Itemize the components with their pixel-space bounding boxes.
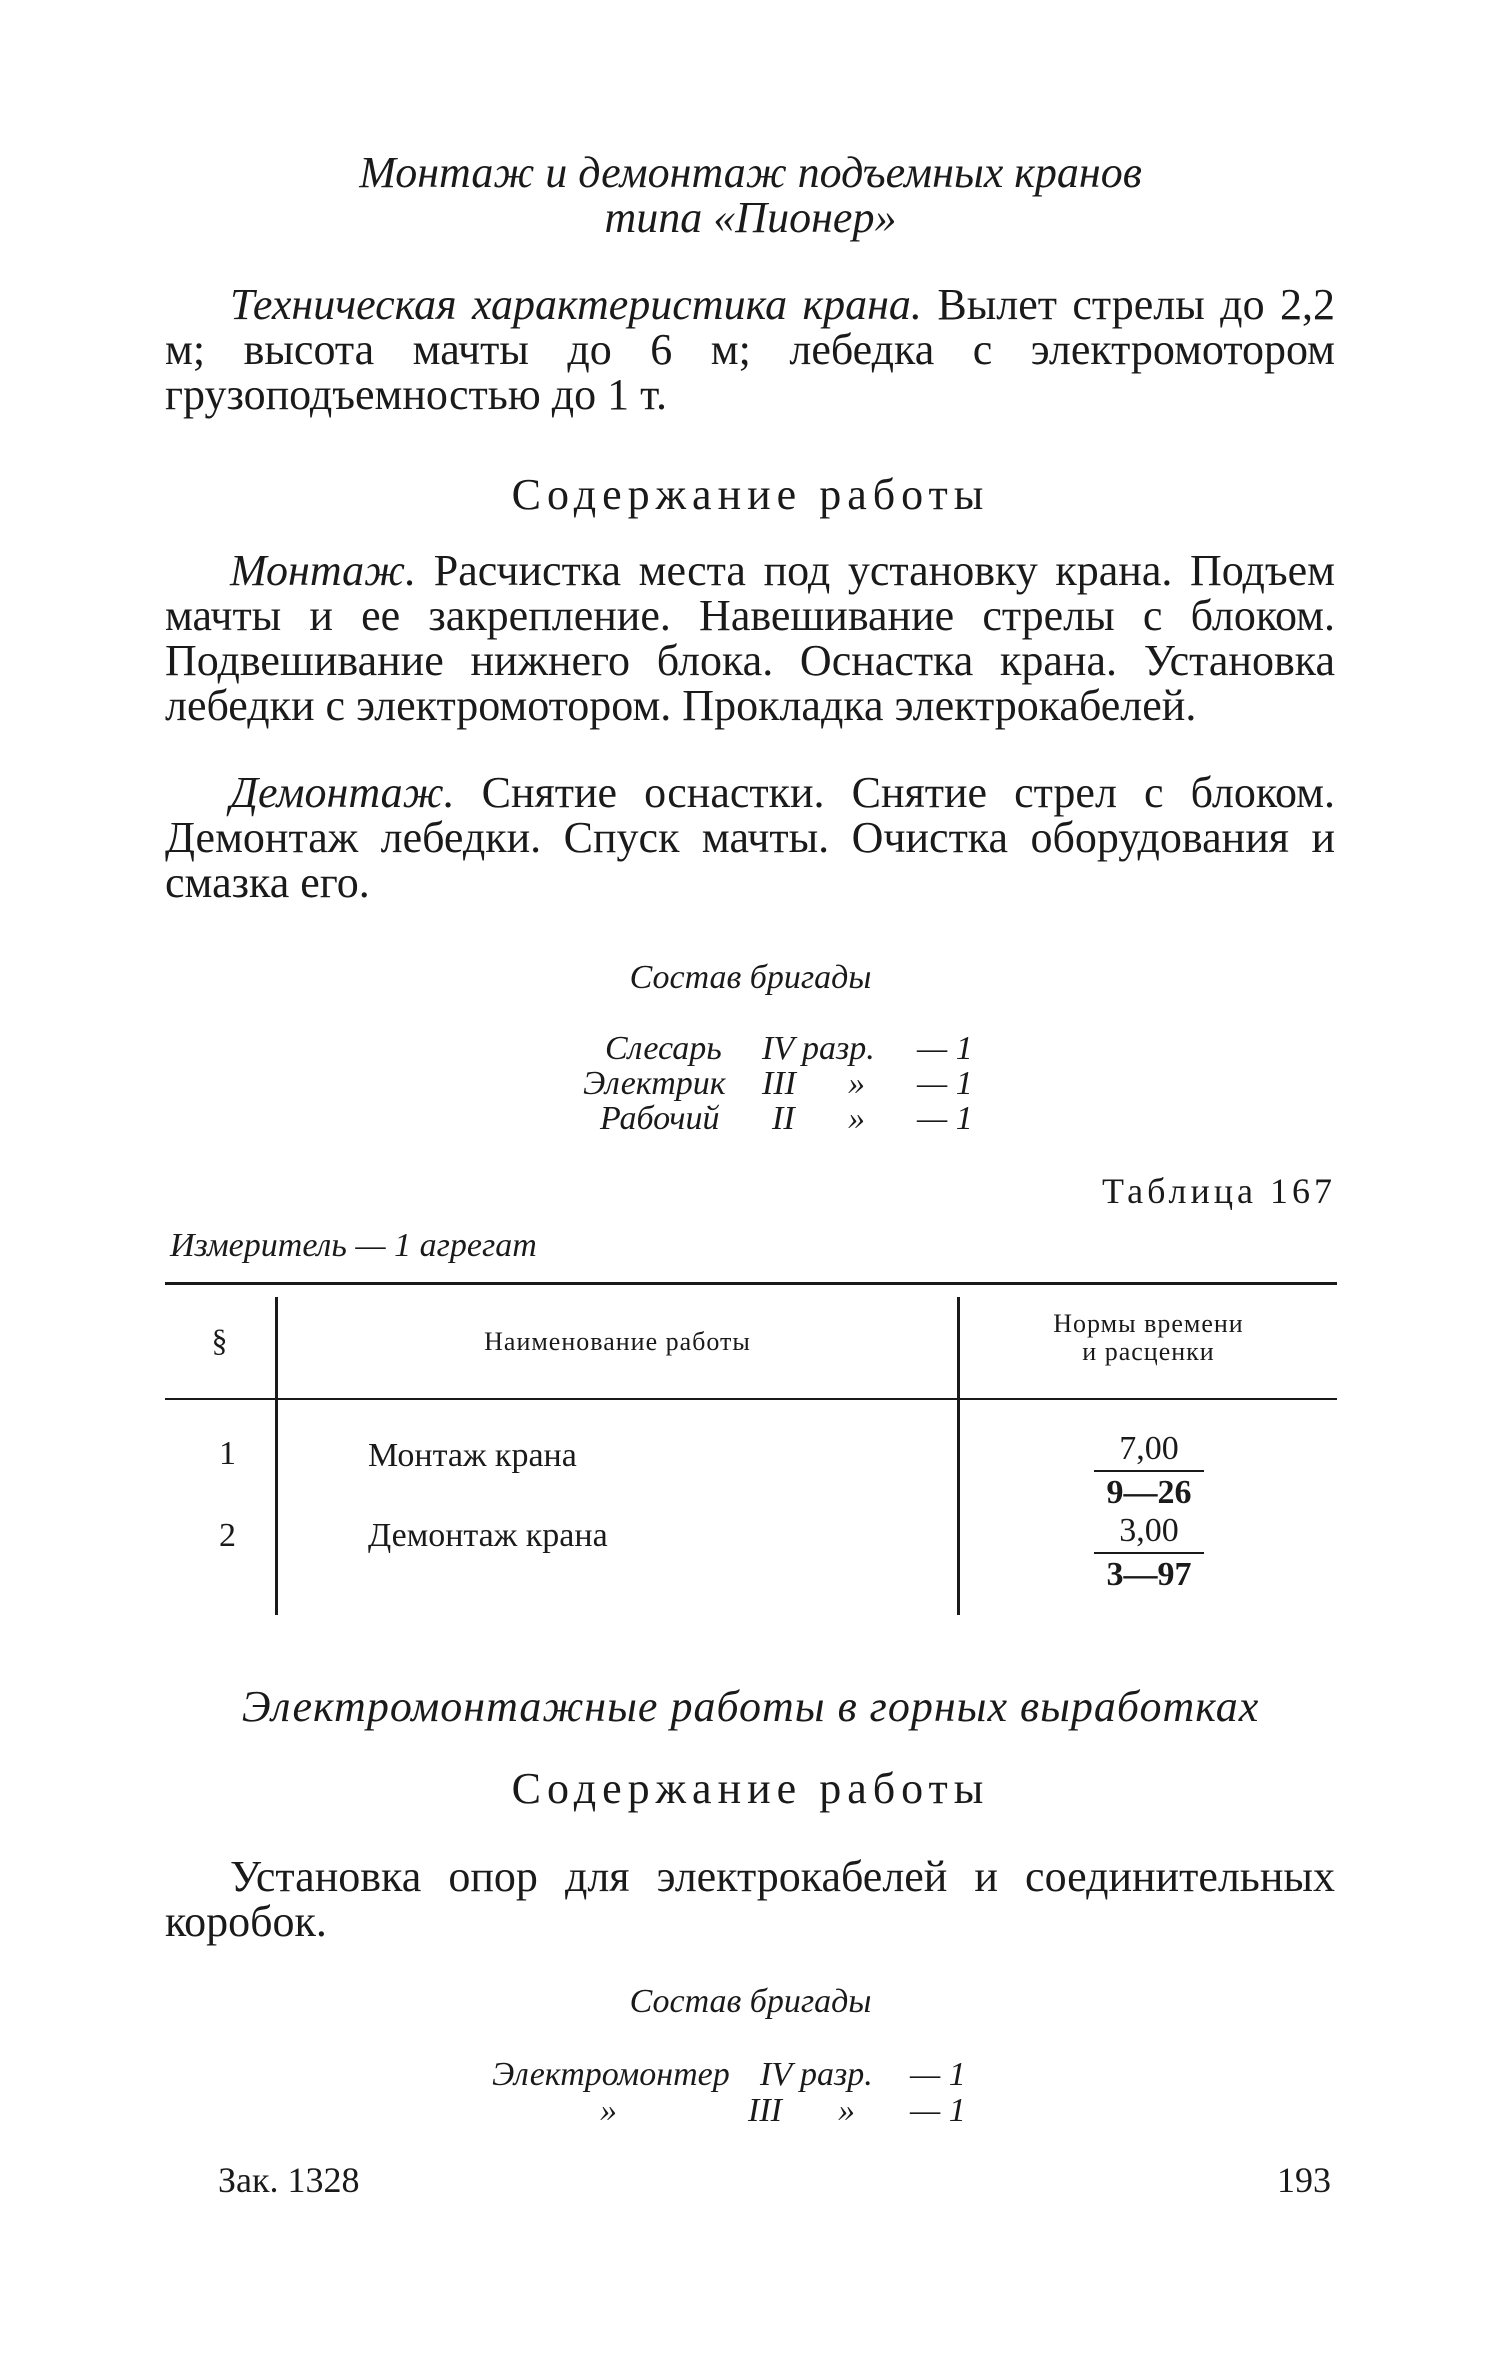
crew-role: Электромонтер: [492, 2056, 730, 2093]
crew-ditto: »: [838, 2092, 855, 2129]
section-title-line2: типа «Пионер»: [604, 193, 897, 242]
page-number: 193: [1277, 2160, 1331, 2200]
header-work-name: Наименование работы: [484, 1327, 751, 1356]
crew-count: — 1: [910, 2092, 966, 2129]
crew-ditto: »: [848, 1100, 865, 1137]
row-time-norm: 7,00: [1119, 1430, 1179, 1467]
row-work-name: Монтаж крана: [368, 1437, 577, 1474]
crew-item: [605, 1032, 722, 1066]
header-norms-line1: Нормы времени: [1053, 1309, 1244, 1338]
section2-paragraph: Установка опор для электрокабелей и соединительных коробок.: [165, 1852, 1335, 1946]
table-top-rule: [165, 1282, 1337, 1285]
crew-count: — 1: [910, 2056, 966, 2093]
crew-ditto: »: [848, 1065, 865, 1102]
crew-item: [848, 1102, 865, 1136]
mounting-paragraph: [165, 548, 1335, 728]
crew-item: [600, 1102, 719, 1136]
mounting-text: Расчистка места под установку крана. Подъем мачты и ее закрепление. Навешивание стрелы с блоком. Подвешивание нижнего блока. Оснастка крана. Установка лебедки с электромотором. Прокладка электрокабелей.: [165, 546, 1335, 730]
crew-item: [917, 1102, 973, 1136]
dismounting-text: Снятие оснастки. Снятие стрел с блоком. Демонтаж лебедки. Спуск мачты. Очистка оборудования и смазка его.: [165, 768, 1335, 907]
order-number: Зак. 1328: [218, 2160, 360, 2200]
crew-grade: II: [772, 1100, 795, 1137]
section2-crew-heading: Состав бригады: [629, 1983, 872, 2020]
dismounting-paragraph: [165, 770, 1335, 905]
crew-item: [917, 1067, 973, 1101]
crew-count: — 1: [917, 1100, 973, 1137]
crew-role: Рабочий: [600, 1100, 720, 1137]
row-rate: 3—97: [1106, 1556, 1192, 1593]
crew-role: »: [600, 2092, 617, 2129]
header-norms-line2: и расценки: [1082, 1337, 1215, 1366]
crew-item: [848, 1067, 865, 1101]
crew-item: [762, 1032, 875, 1066]
section2-content-heading: Содержание работы: [511, 1764, 990, 1813]
row-norm-fraction: [1094, 1432, 1204, 1510]
crew-item: [772, 1102, 795, 1136]
crew-role: Электрик: [583, 1065, 726, 1102]
row-time-norm: 3,00: [1119, 1512, 1179, 1549]
row-num: 1: [219, 1435, 236, 1472]
measure-unit: Измеритель — 1 агрегат: [170, 1227, 537, 1264]
crew-grade: III: [748, 2092, 782, 2129]
content-heading: Содержание работы: [511, 470, 990, 519]
section2-title: Электромонтажные работы в горных выработках: [241, 1682, 1260, 1731]
row-rate: 9—26: [1106, 1474, 1192, 1511]
crew-item: [762, 1067, 796, 1101]
crew-item: [583, 1067, 726, 1101]
tech-characteristic-label: Техническая характеристика крана.: [230, 280, 922, 329]
row-norm-fraction: [1094, 1514, 1204, 1592]
row-num: 2: [219, 1517, 236, 1554]
crew-grade: III: [762, 1065, 796, 1102]
table-number-label: Таблица 167: [1102, 1171, 1336, 1211]
crew-role: Слесарь: [605, 1030, 722, 1067]
section-title-line1: Монтаж и демонтаж подъемных кранов: [359, 148, 1142, 197]
tech-characteristic-text: Вылет стрелы до 2,2 м; высота мачты до 6 м; лебедка с электромотором грузоподъемностью до 1 т.: [165, 280, 1335, 419]
fraction-bar: [1094, 1552, 1204, 1554]
header-norms: [960, 1310, 1337, 1366]
dismounting-label: Демонтаж.: [230, 768, 455, 817]
crew-count: — 1: [917, 1030, 973, 1067]
table-header-rule: [165, 1398, 1337, 1400]
fraction-bar: [1094, 1470, 1204, 1472]
mounting-label: Монтаж.: [230, 546, 417, 595]
row-work-name: Демонтаж крана: [368, 1517, 608, 1554]
tech-characteristic-paragraph: [165, 282, 1335, 417]
crew-grade: IV разр.: [760, 2056, 873, 2093]
crew-count: — 1: [917, 1065, 973, 1102]
section-title: [0, 150, 1501, 240]
header-num: §: [211, 1322, 229, 1358]
crew-grade: IV разр.: [762, 1030, 875, 1067]
crew-heading: Состав бригады: [629, 959, 872, 996]
crew-item: [917, 1032, 973, 1066]
